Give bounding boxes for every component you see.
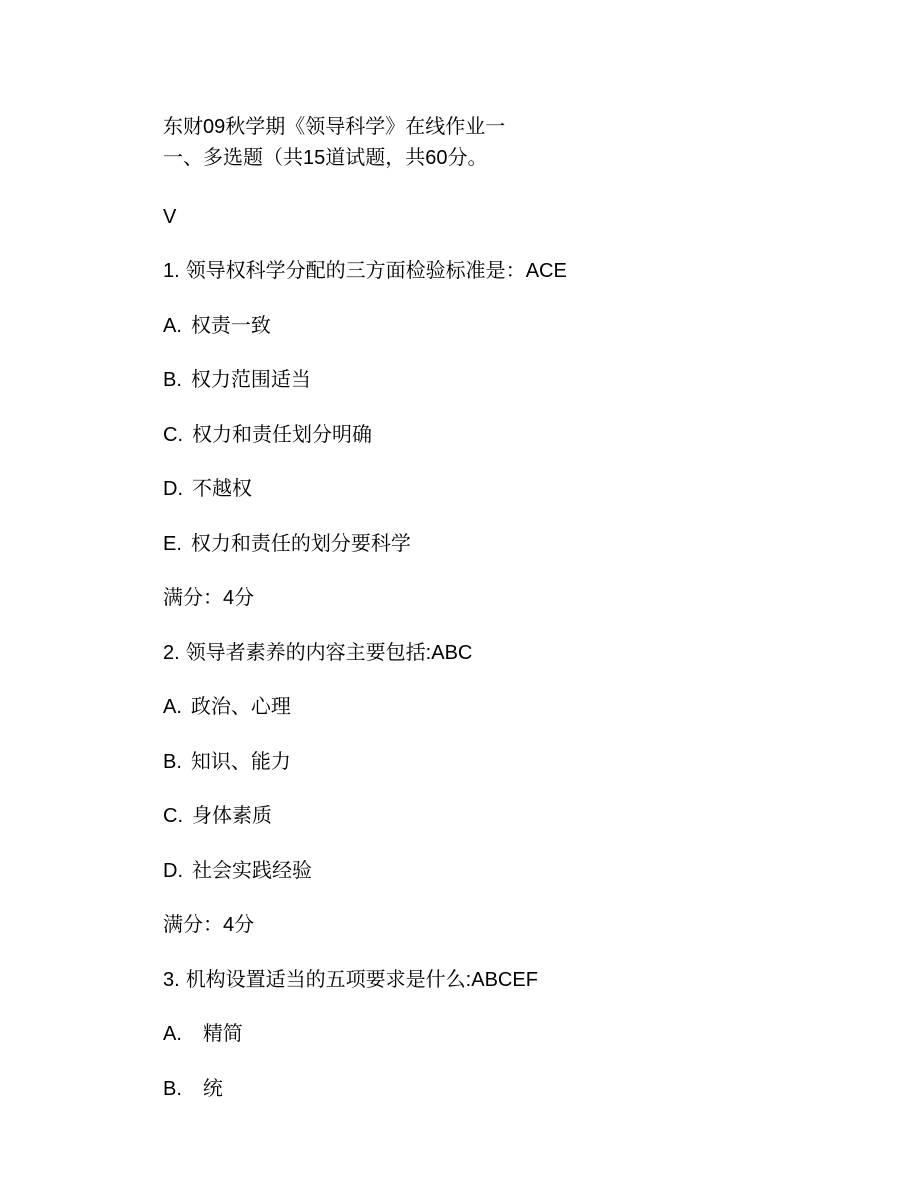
question-line (163, 641, 890, 665)
option-label: B. (163, 369, 182, 391)
option-label: C. (163, 805, 183, 827)
question-text: 机构设置适当的五项要求是什么: (185, 968, 472, 991)
question-number: 1. (163, 260, 180, 282)
question-number: 3. (163, 968, 180, 991)
option-text: 不越权 (192, 478, 252, 500)
question-text: 领导权科学分配的三方面检验标准是： (185, 260, 526, 282)
option-text: 权力范围适当 (190, 369, 311, 391)
question-answer: ABC (431, 641, 473, 664)
option-label: A. (163, 696, 182, 718)
option-text: 精简 (202, 1023, 243, 1045)
document-content (163, 112, 890, 1101)
option-line (163, 859, 890, 883)
option-label: D. (163, 478, 183, 500)
option-line (163, 695, 890, 719)
option-label: E. (163, 532, 182, 555)
option-text: 社会实践经验 (192, 859, 312, 882)
option-label: C. (163, 423, 183, 446)
question-answer: ACE (525, 260, 567, 282)
score-line: 满分：4分 (163, 587, 255, 609)
question-line (163, 259, 890, 283)
option-text: 权力和责任的划分要科学 (190, 532, 411, 555)
option-line (163, 477, 890, 501)
option-text: 身体素质 (192, 805, 272, 827)
option-text: 知识、能力 (190, 750, 291, 773)
option-label: A. (163, 1023, 182, 1045)
option-line (163, 532, 890, 556)
question-answer: ABCEF (471, 968, 538, 991)
question-number: 2. (163, 641, 180, 664)
option-line (163, 1077, 890, 1101)
option-text: 政治、心理 (190, 696, 291, 718)
option-label: D. (163, 859, 183, 882)
option-label: A. (163, 314, 182, 337)
doc-subtitle: 一、多选题（共15道试题，共60分。 (163, 147, 488, 169)
option-line (163, 423, 890, 447)
option-text: 统 (202, 1077, 223, 1100)
option-label: B. (163, 1077, 182, 1100)
option-line (163, 368, 890, 392)
option-text: 权力和责任划分明确 (192, 423, 372, 446)
doc-title: 东财09秋学期《领导科学》在线作业一 (163, 116, 506, 138)
option-line (163, 804, 890, 828)
option-line (163, 750, 890, 774)
option-text: 权责一致 (190, 314, 271, 337)
question-text: 领导者素养的内容主要包括: (185, 641, 432, 664)
option-line (163, 314, 890, 338)
score-line: 满分：4分 (163, 914, 255, 936)
section-marker: V (163, 205, 177, 228)
option-label: B. (163, 750, 182, 773)
question-line (163, 968, 890, 992)
option-line (163, 1022, 890, 1046)
